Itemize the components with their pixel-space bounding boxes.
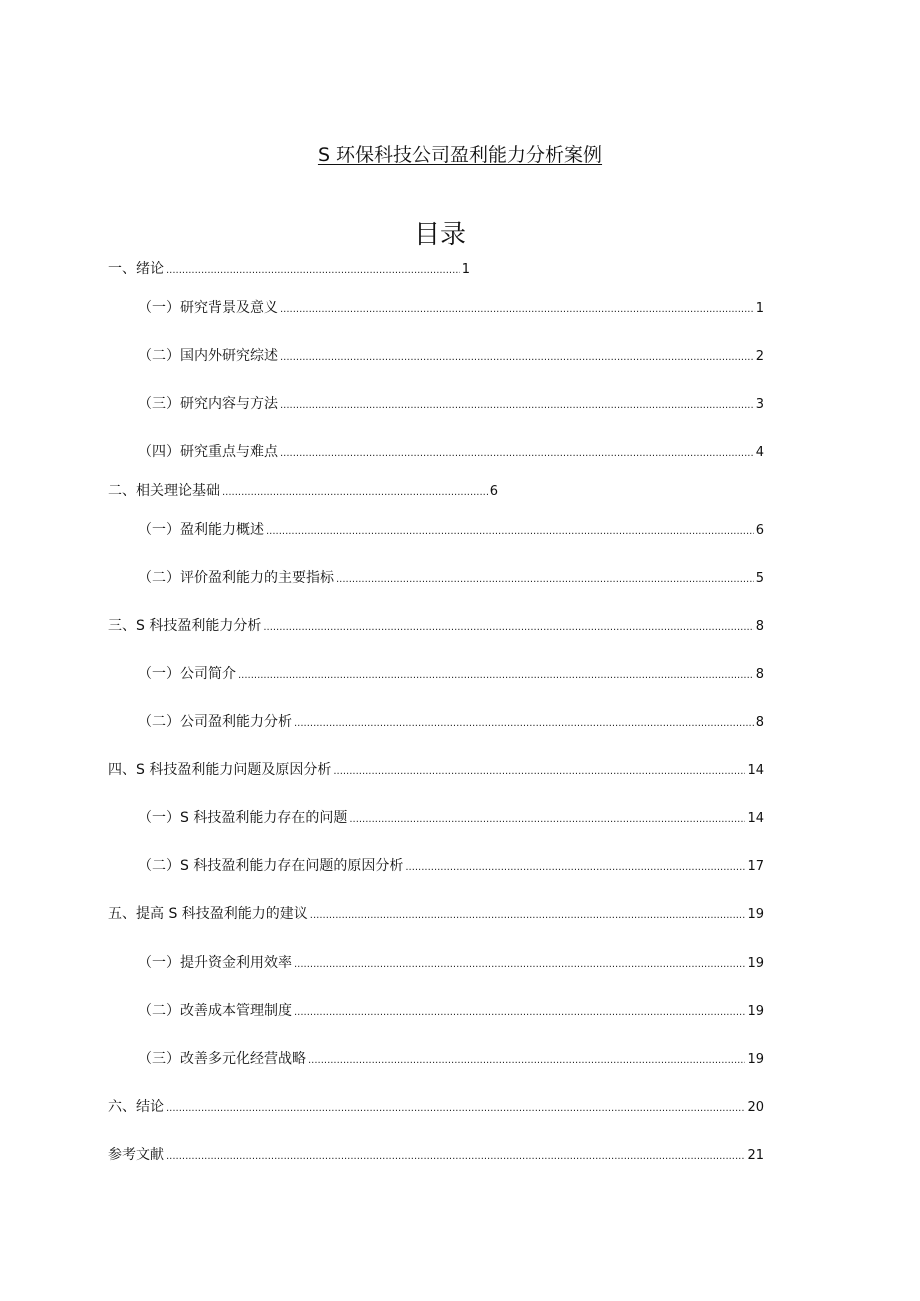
toc-entry-label: （三）改善多元化经营战略 [138, 1051, 306, 1067]
toc-entry-page: 14 [747, 811, 764, 826]
toc-entry[interactable] [138, 665, 764, 685]
toc-entry[interactable] [138, 1002, 764, 1022]
toc-entry-label: （二）国内外研究综述 [138, 348, 278, 364]
toc-entry[interactable] [138, 857, 764, 877]
toc-entry-page: 4 [755, 445, 764, 460]
toc-entry[interactable] [138, 713, 764, 733]
toc-entry-page: 8 [755, 715, 764, 730]
toc-entry[interactable] [108, 260, 470, 280]
toc-entry[interactable] [138, 954, 764, 974]
toc-entry-page: 19 [747, 907, 764, 922]
toc-entry-page: 8 [755, 619, 764, 634]
toc-entry-label: （一）盈利能力概述 [138, 522, 264, 538]
toc-entry-label: （一）研究背景及意义 [138, 300, 278, 316]
toc-entry[interactable] [108, 482, 498, 502]
toc-entry[interactable] [108, 761, 764, 781]
toc-leader-dots [166, 1148, 745, 1166]
toc-entry-label: （一）提升资金利用效率 [138, 955, 292, 971]
toc-leader-dots [294, 956, 745, 974]
toc-entry-label: 四、S 科技盈利能力问题及原因分析 [108, 762, 332, 778]
toc-entry-page: 2 [755, 349, 764, 364]
toc-leader-dots [349, 811, 745, 829]
toc-leader-dots [280, 445, 754, 463]
toc-leader-dots [294, 1004, 745, 1022]
toc-entry-page: 6 [755, 523, 764, 538]
toc-leader-dots [280, 349, 754, 367]
toc-leader-dots [266, 523, 754, 541]
toc-entry-label: （二）S 科技盈利能力存在问题的原因分析 [138, 858, 404, 874]
toc-entry-page: 20 [747, 1100, 764, 1115]
toc-entry-label: （三）研究内容与方法 [138, 396, 278, 412]
toc-leader-dots [280, 301, 754, 319]
toc-leader-dots [294, 715, 754, 733]
toc-entry[interactable] [138, 395, 764, 415]
toc-entry-page: 19 [747, 1052, 764, 1067]
toc-entry-page: 19 [747, 1004, 764, 1019]
toc-entry[interactable] [138, 809, 764, 829]
toc-entry[interactable] [138, 521, 764, 541]
toc-entry[interactable] [138, 299, 764, 319]
toc-entry-label: （四）研究重点与难点 [138, 444, 278, 460]
toc-entry-page: 6 [489, 484, 498, 499]
toc-entry[interactable] [108, 1098, 764, 1118]
toc-leader-dots [263, 619, 753, 637]
toc-entry-page: 1 [755, 301, 764, 316]
toc-leader-dots [222, 484, 488, 502]
toc-entry-label: 六、结论 [108, 1099, 164, 1115]
toc-entry[interactable] [108, 617, 764, 637]
toc-entry[interactable] [138, 443, 764, 463]
toc-entry-label: 五、提高 S 科技盈利能力的建议 [108, 906, 308, 922]
toc-entry-label: （一）S 科技盈利能力存在的问题 [138, 810, 348, 826]
toc-entry-page: 5 [755, 571, 764, 586]
toc-entry-label: 一、绪论 [108, 261, 164, 277]
toc-leader-dots [308, 1052, 745, 1070]
toc-entry[interactable] [138, 347, 764, 367]
toc-entry-label: （二）改善成本管理制度 [138, 1003, 292, 1019]
toc-entry[interactable] [138, 569, 764, 589]
toc-entry-label: 三、S 科技盈利能力分析 [108, 618, 262, 634]
toc-leader-dots [336, 571, 754, 589]
toc-entry-page: 17 [747, 859, 764, 874]
toc-entry-page: 1 [461, 262, 470, 277]
toc-entry-page: 21 [747, 1148, 764, 1163]
toc-entry-page: 8 [755, 667, 764, 682]
toc-leader-dots [166, 262, 460, 280]
toc-leader-dots [280, 397, 754, 415]
toc-entry[interactable] [108, 1146, 764, 1166]
toc-leader-dots [333, 763, 745, 781]
toc-entry-page: 19 [747, 956, 764, 971]
toc-entry[interactable] [108, 905, 764, 925]
toc-entry-label: （二）评价盈利能力的主要指标 [138, 570, 334, 586]
toc-entry-label: 参考文献 [108, 1147, 164, 1163]
toc-leader-dots [166, 1100, 745, 1118]
toc-leader-dots [310, 907, 746, 925]
toc-entry-page: 3 [755, 397, 764, 412]
toc-entry-label: 二、相关理论基础 [108, 483, 220, 499]
toc-entry-page: 14 [747, 763, 764, 778]
toc-entry-label: （一）公司简介 [138, 666, 236, 682]
toc-entry[interactable] [138, 1050, 764, 1070]
document-title: S 环保科技公司盈利能力分析案例 [317, 144, 603, 166]
toc-leader-dots [238, 667, 754, 685]
toc-heading: 目录 [413, 220, 466, 250]
toc-leader-dots [405, 859, 745, 877]
toc-entry-label: （二）公司盈利能力分析 [138, 714, 292, 730]
